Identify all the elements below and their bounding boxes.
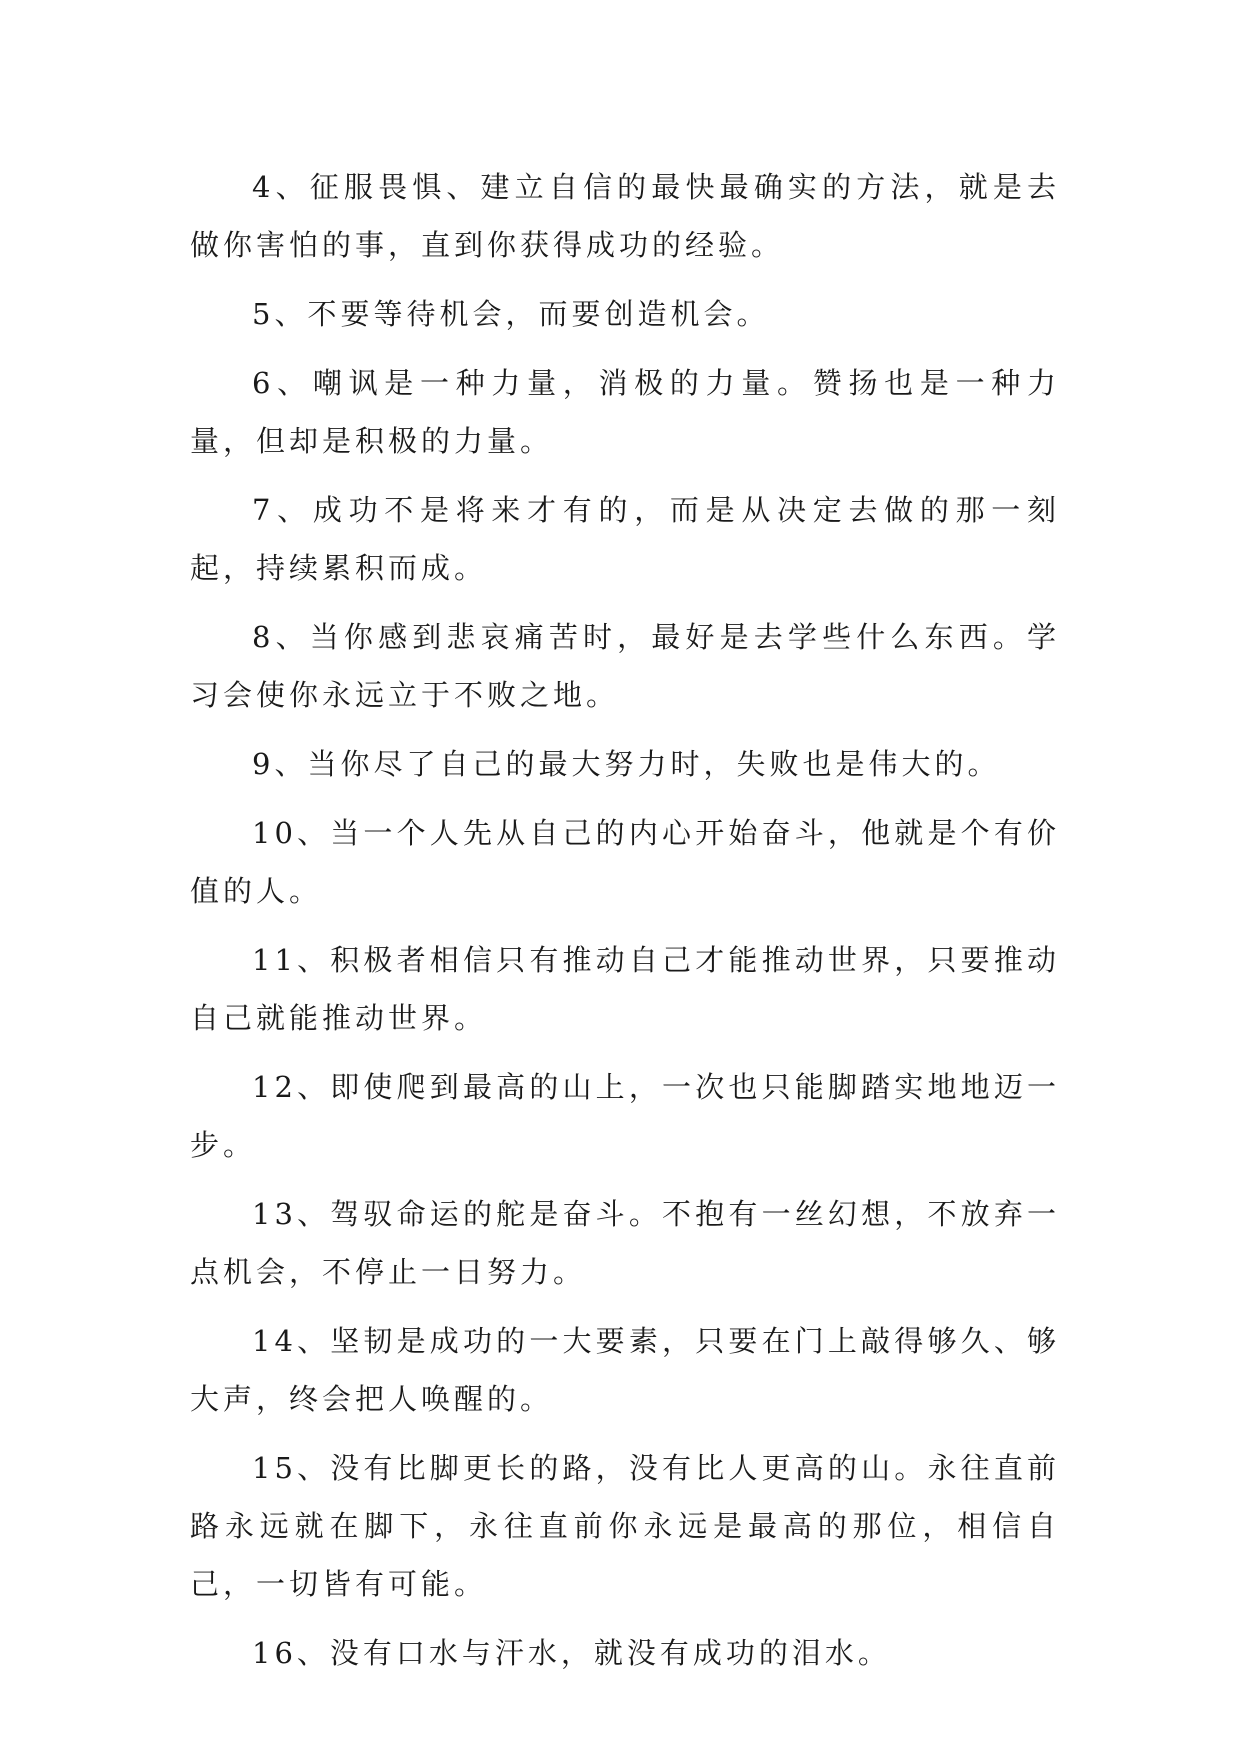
paragraph-quote-7: 7、成功不是将来才有的，而是从决定去做的那一刻起，持续累积而成。	[190, 493, 1060, 585]
document-body	[190, 158, 1060, 1693]
paragraph-quote-4: 4、征服畏惧、建立自信的最快最确实的方法，就是去做你害怕的事，直到你获得成功的经验。	[190, 170, 1060, 262]
paragraph-quote-5: 5、不要等待机会，而要创造机会。	[252, 297, 770, 331]
paragraph-quote-15: 15、没有比脚更长的路，没有比人更高的山。永往直前路永远就在脚下，永往直前你永远是最高的那位，相信自己，一切皆有可能。	[190, 1451, 1060, 1601]
paragraph-quote-8: 8、当你感到悲哀痛苦时，最好是去学些什么东西。学习会使你永远立于不败之地。	[190, 620, 1060, 712]
paragraph-quote-14: 14、坚韧是成功的一大要素，只要在门上敲得够久、够大声，终会把人唤醒的。	[190, 1324, 1060, 1416]
paragraph-quote-6: 6、嘲讽是一种力量，消极的力量。赞扬也是一种力量，但却是积极的力量。	[190, 366, 1060, 458]
paragraph-quote-10: 10、当一个人先从自己的内心开始奋斗，他就是个有价值的人。	[190, 816, 1060, 908]
paragraph-quote-9: 9、当你尽了自己的最大努力时，失败也是伟大的。	[252, 747, 1001, 781]
paragraph-quote-11: 11、积极者相信只有推动自己才能推动世界，只要推动自己就能推动世界。	[190, 943, 1060, 1035]
paragraph-quote-16: 16、没有口水与汗水，就没有成功的泪水。	[252, 1636, 891, 1670]
paragraph-quote-13: 13、驾驭命运的舵是奋斗。不抱有一丝幻想，不放弃一点机会，不停止一日努力。	[190, 1197, 1060, 1289]
paragraph-quote-12: 12、即使爬到最高的山上，一次也只能脚踏实地地迈一步。	[190, 1070, 1060, 1162]
